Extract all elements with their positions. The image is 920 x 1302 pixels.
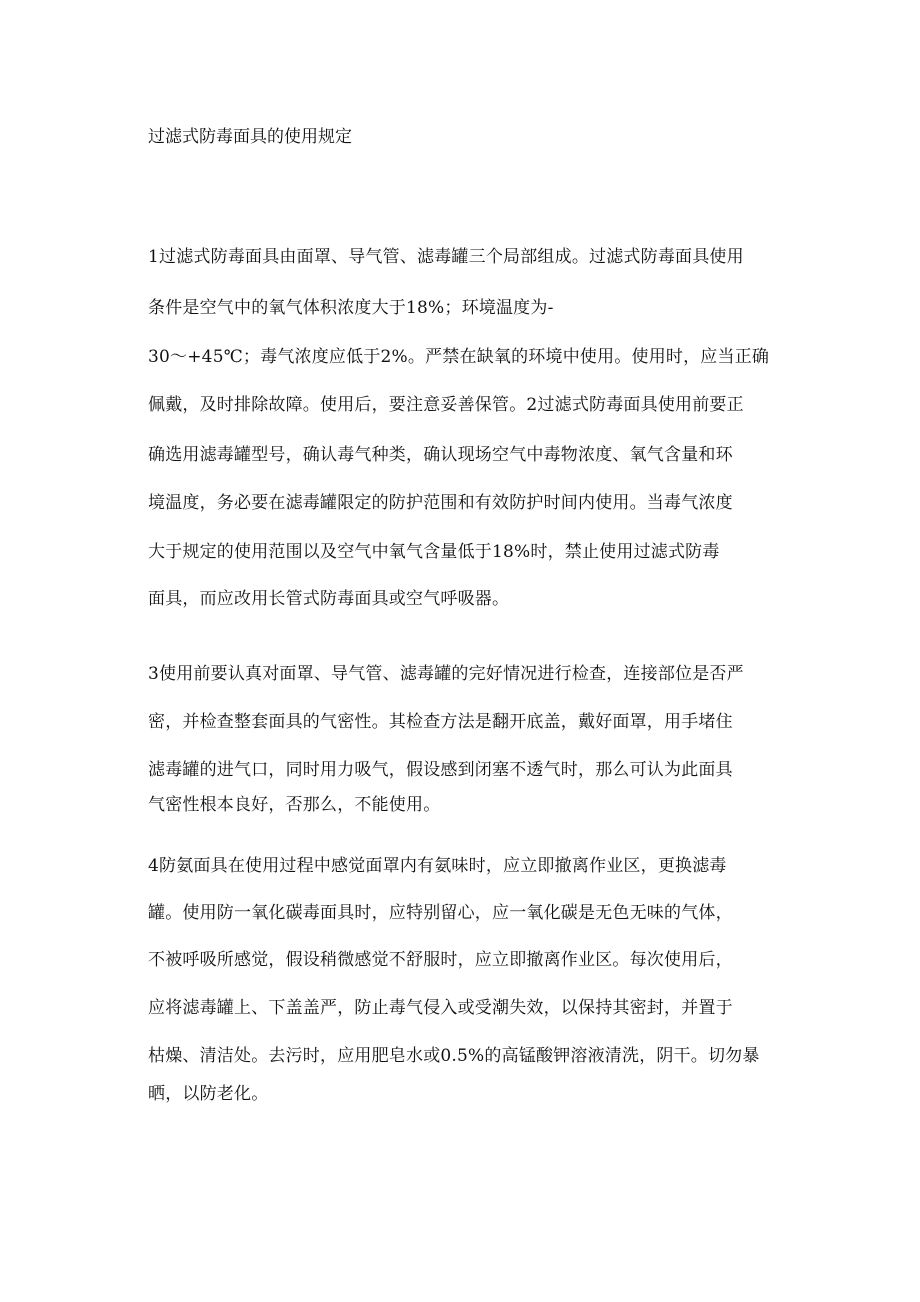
body-line: 不被呼吸所感觉，假设稍微感觉不舒服时，应立即撤离作业区。每次使用后， xyxy=(148,950,733,970)
body-line: 滤毒罐的进气口，同时用力吸气，假设感到闭塞不透气时，那么可认为此面具 xyxy=(148,760,733,780)
body-line: 应将滤毒罐上、下盖盖严，防止毒气侵入或受潮失效，以保持其密封，并置于 xyxy=(148,998,733,1018)
body-line: 境温度，务必要在滤毒罐限定的防护范围和有效防护时间内使用。当毒气浓度 xyxy=(148,493,733,513)
body-line: 密，并检查整套面具的气密性。其检查方法是翻开底盖，戴好面罩，用手堵住 xyxy=(148,712,733,732)
body-line: 30～+45℃；毒气浓度应低于2%。严禁在缺氧的环境中使用。使用时，应当正确 xyxy=(148,347,770,367)
body-line: 气密性根本良好，否那么，不能使用。 xyxy=(148,795,441,815)
body-line: 1过滤式防毒面具由面罩、导气管、滤毒罐三个局部组成。过滤式防毒面具使用 xyxy=(148,247,744,267)
body-line: 条件是空气中的氧气体积浓度大于18%；环境温度为- xyxy=(148,298,554,318)
body-line: 枯燥、清洁处。去污时，应用肥皂水或0.5%的高锰酸钾溶液清洗，阴干。切勿暴 xyxy=(148,1046,760,1066)
document-title: 过滤式防毒面具的使用规定 xyxy=(148,127,352,147)
body-line: 4防氨面具在使用过程中感觉面罩内有氨味时，应立即撤离作业区，更换滤毒 xyxy=(148,856,727,876)
body-line: 面具，而应改用长管式防毒面具或空气呼吸器。 xyxy=(148,589,510,609)
body-line: 确选用滤毒罐型号，确认毒气种类，确认现场空气中毒物浓度、氧气含量和环 xyxy=(148,445,733,465)
body-line: 晒，以防老化。 xyxy=(148,1084,269,1104)
body-line: 3使用前要认真对面罩、导气管、滤毒罐的完好情况进行检查，连接部位是否严 xyxy=(148,664,744,684)
body-line: 佩戴，及时排除故障。使用后，要注意妥善保管。2过滤式防毒面具使用前要正 xyxy=(148,395,744,415)
body-line: 罐。使用防一氧化碳毒面具时，应特别留心，应一氧化碳是无色无味的气体， xyxy=(148,903,733,923)
body-line: 大于规定的使用范围以及空气中氧气含量低于18%时，禁止使用过滤式防毒 xyxy=(148,542,720,562)
